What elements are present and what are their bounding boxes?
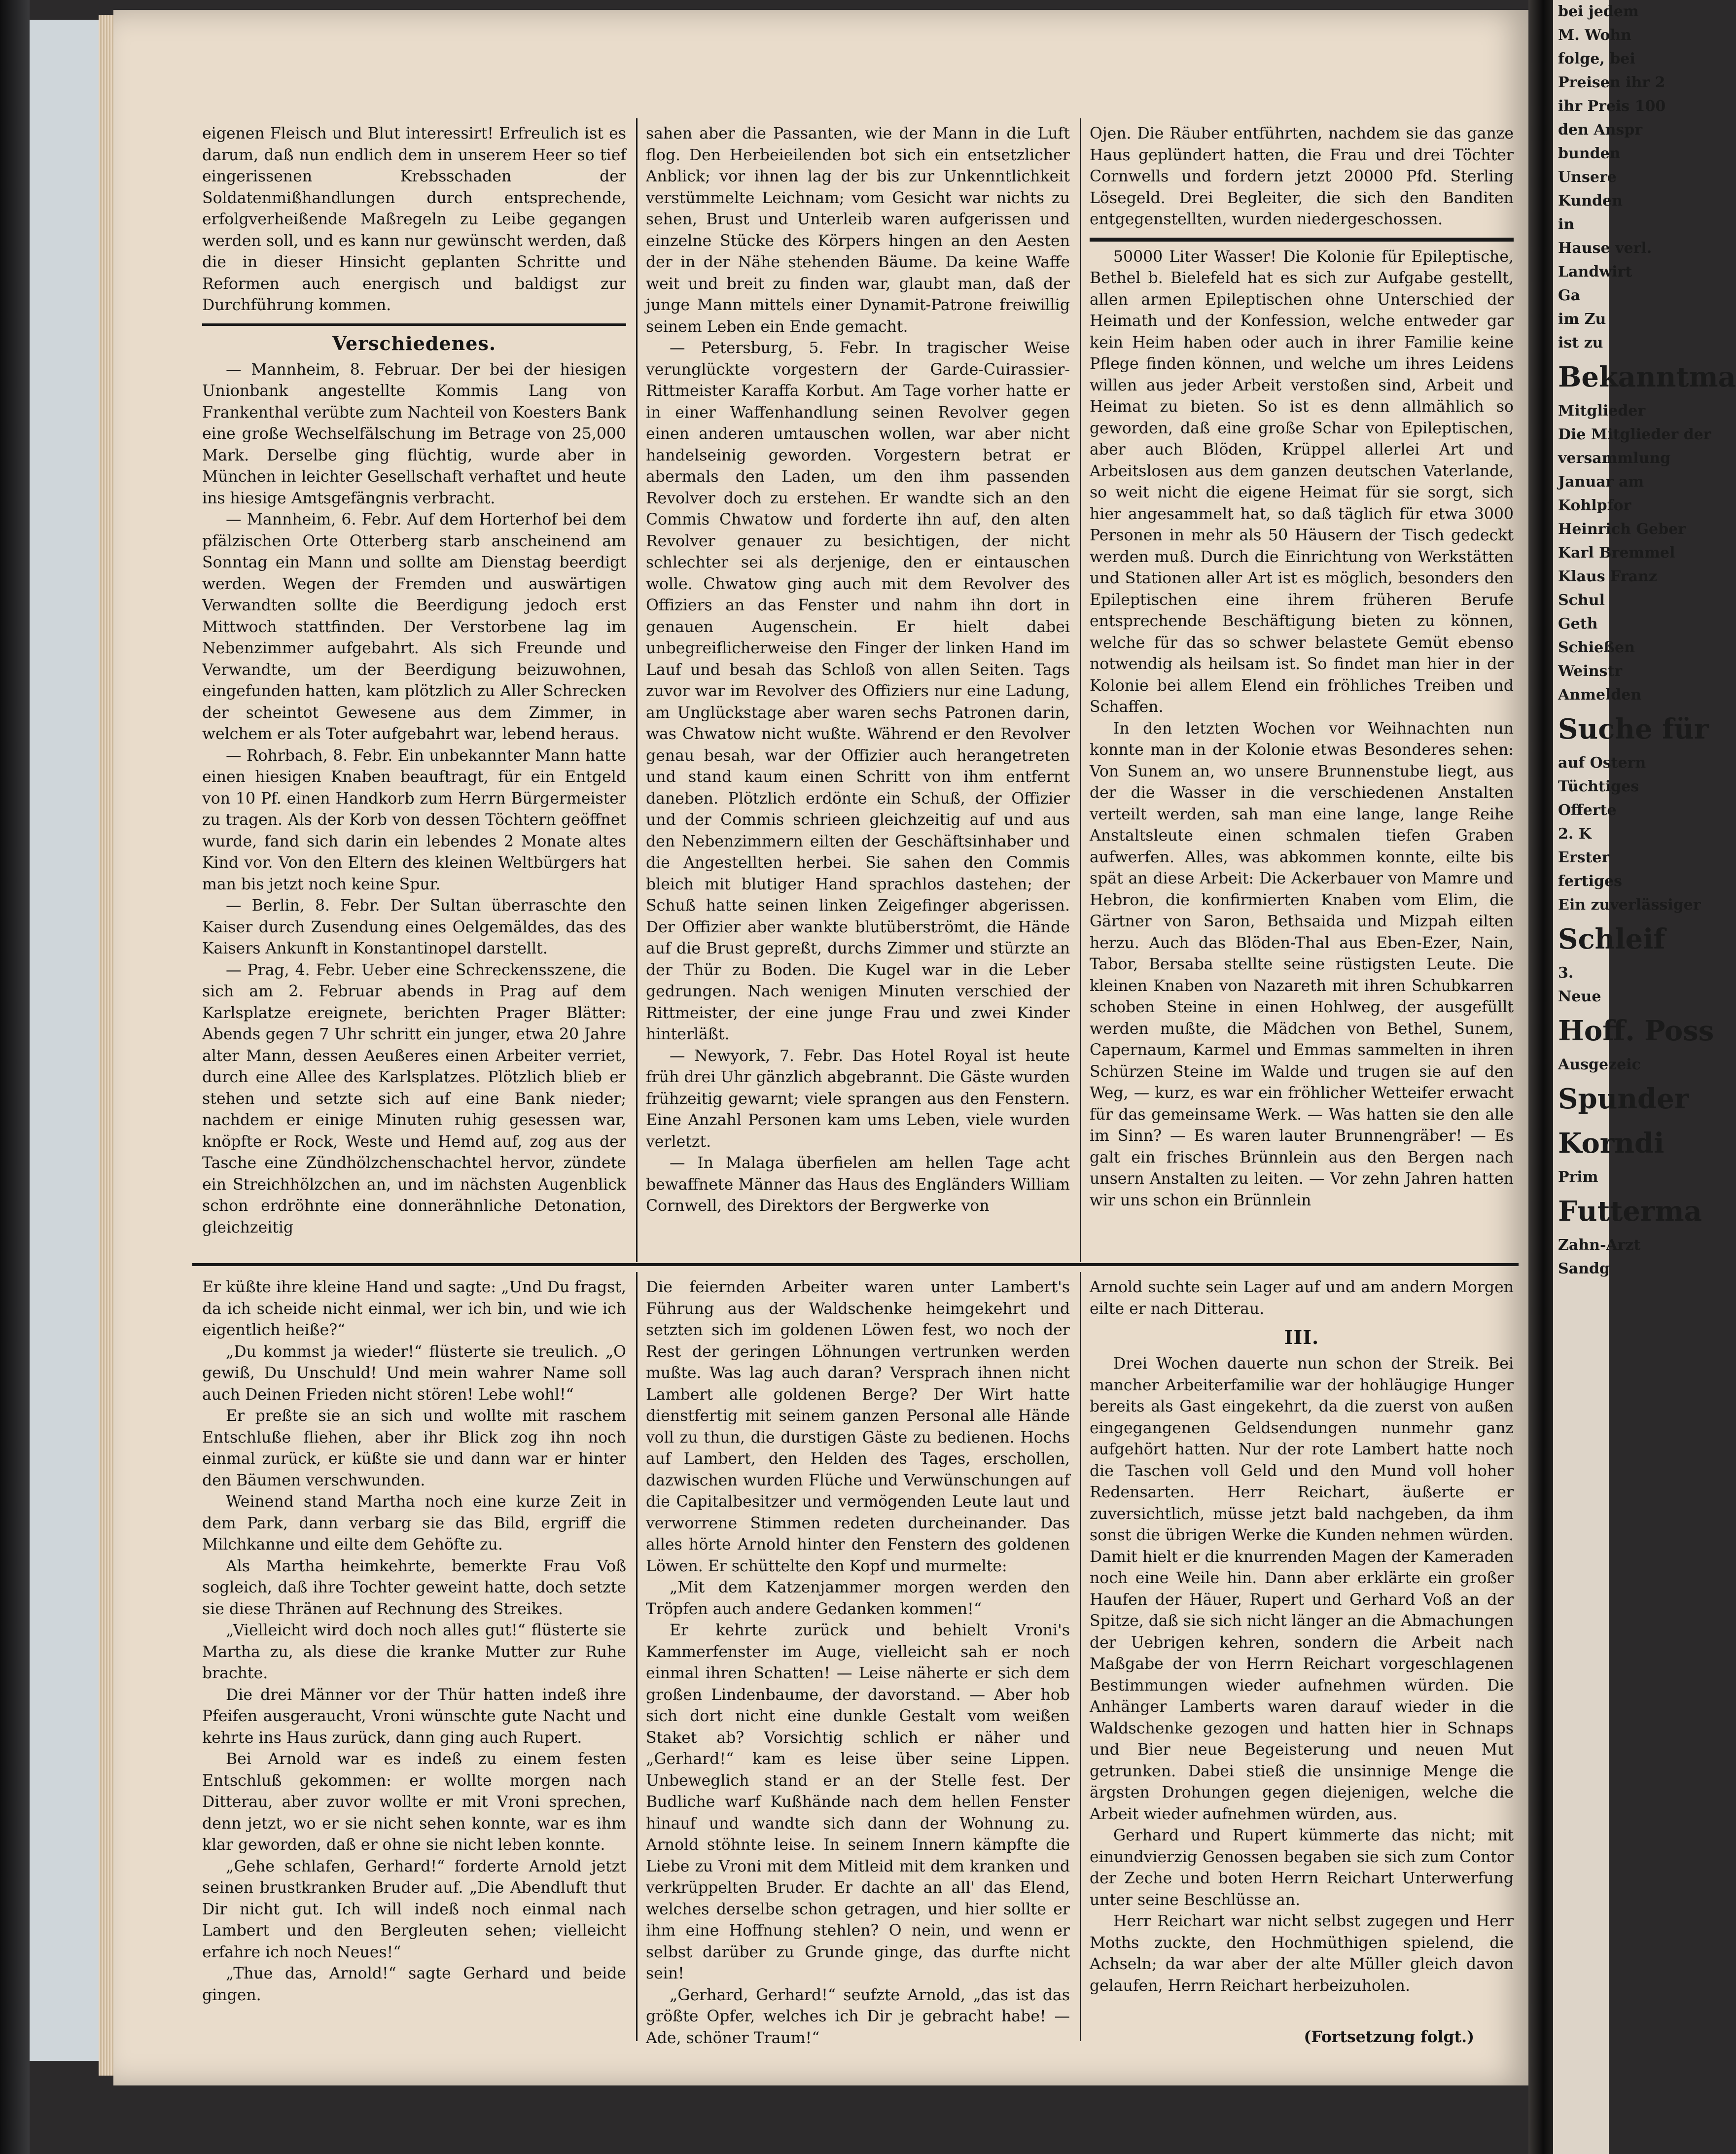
story-paragraph: „Gehe schlafen, Gerhard!“ forderte Arnold jetzt seinen brustkranken Bruder auf. „Die Abendluft thut Dir nicht gut. Ich will indeß noch einmal nach Lambert und den Bergleuten sehen; vielleicht erfahre ich noch Neues!“ [202, 1857, 626, 1961]
margin-fragment: Preisen ihr 2 [1558, 74, 1665, 91]
margin-fragment: Futterma [1558, 1195, 1702, 1228]
section-rule [1090, 238, 1514, 242]
story-paragraph: Die drei Männer vor der Thür hatten indeß ihre Pfeifen ausgeraucht, Vroni wünschte gute Nacht und kehrte ins Haus zurück, dann ging auch Rupert. [202, 1686, 626, 1747]
margin-fragment: Erster [1558, 849, 1610, 866]
margin-fragment: Zahn-Arzt [1558, 1236, 1641, 1254]
news-item: — Petersburg, 5. Febr. In tragischer Weise verunglückte vorgestern der Garde-Cuirassier-Rittmeister Karaffa Korbut. Am Tage vorher hatte er in einer Waffenhandlung seinen Revolver gegen einen anderen umtauschen wollen, war aber nicht handelseinig geworden. Vorgestern betrat er abermals den Laden, um den ihm passenden Revolver doch zu erstehen. Er wandte sich an den Commis Chwatow und forderte ihn auf, den alten Revolver genauer zu besichtigen, der nicht schlechter sei als derjenige, den er eintauschen wolle. Chwatow ging auch mit dem Revolver des Offiziers an das Fenster und nahm ihn dort in genauen Augenschein. Er hielt dabei unbegreiflicherweise den Finger der linken Hand im Lauf und besah das Schloß von allen Seiten. Tags zuvor war im Revolver des Offiziers nur eine Ladung, am Unglückstage aber waren sechs Patronen darin, was Chwatow nicht wußte. Während er den Revolver genau besah, war der Offizier auch herangetreten und stand kaum einen Schritt von ihm entfernt daneben. Plötzlich erdönte ein Schuß, der Offizier und der Commis schrieen gleichzeitig auf und aus den Nebenzimmern eilten der Geschäftsinhaber und die Angestellten herbei. Sie sahen den Commis bleich mit blutiger Hand sprachlos dastehen; der Schuß hatte seinen linken Zeigefinger abgerissen. Der Offizier aber wankte blutüberströmt, die Hände auf die Brust gepreßt, durchs Zimmer und stürzte an der Thür zu Boden. Die Kugel war in die Leber gedrungen. Nach wenigen Minuten verschied der Rittmeister, der eine junge Frau und zwei Kinder hinterläßt. [646, 339, 1070, 1043]
margin-fragment: Karl Bremmel [1558, 544, 1675, 562]
chapter-heading: III. [1284, 1326, 1319, 1348]
margin-fragment: bunden [1558, 145, 1621, 162]
article-paragraph: 50000 Liter Wasser! Die Kolonie für Epileptische, Bethel b. Bielefeld hat es sich zur Aufgabe gestellt, allen armen Epileptischen ohne Unterschied der Heimath und der Konfession, welche entweder gar kein Heim haben oder auch in ihrer Familie keine Pflege finden können, und welche um ihres Leidens willen aus jeder Arbeit verstoßen sind, Arbeit und Heimat zu bieten. So ist es denn allmählich so geworden, daß eine große Schar von Epileptischen, aber auch Blöden, Krüppel allerlei Art und Arbeitslosen aus dem ganzen deutschen Vaterlande, so weit nicht die eigene Heimat für sie sorgt, sich hier angesammelt hat, so daß täglich für etwa 3000 Personen in mehr als 50 Häusern der Tisch gedeckt werden muß. Durch die Einrichtung von Werkstätten und Stationen aller Art ist es möglich, besonders den Epileptischen eine ihrem früheren Berufe entsprechende Beschäftigung bieten zu können, welche für das so schwer belastete Gemüt ebenso notwendig als heilsam ist. So findet man hier in der Kolonie bei allem Elend ein fröhliches Treiben und Schaffen. [1090, 247, 1514, 716]
story-paragraph: „Vielleicht wird doch noch alles gut!“ flüsterte sie Martha zu, als diese die kranke Mutter zur Ruhe brachte. [202, 1622, 626, 1682]
book-cover-edge [30, 20, 106, 2061]
margin-fragment: Suche für [1558, 713, 1709, 745]
margin-fragment: im Zu [1558, 311, 1606, 328]
column-rule [636, 118, 638, 1262]
top-column-2 [646, 123, 1070, 1217]
margin-fragment: Schul [1558, 592, 1605, 609]
margin-fragment: versammlung [1558, 450, 1671, 467]
bottom-column-2 [646, 1277, 1070, 2049]
margin-fragment: Ga [1558, 287, 1581, 304]
margin-fragment: Kohlpfor [1558, 497, 1631, 514]
news-item: — Prag, 4. Febr. Ueber eine Schreckensszene, die sich am 2. Februar abends in Prag auf dem Karlsplatze ereignete, berichten Prager Blätter: Abends gegen 7 Uhr schritt ein junger, etwa 20 Jahre alter Mann, dessen Aeußeres einen Arbeiter verriet, durch eine Allee des Karlsplatzes. Plötzlich blieb er stehen und setzte sich auf eine Bank nieder; nachdem er einige Minuten ruhig gesessen war, knöpfte er Rock, Weste und Hemd auf, zog aus der Tasche eine Zündhölzchenschachtel hervor, zündete ein Streichhölzchen an, und im nächsten Augenblick schon erdröhnte eine donnerähnliche Detonation, gleichzeitig [202, 961, 626, 1236]
margin-fragment: Mitglieder [1558, 402, 1646, 420]
margin-fragment: Ausgezeic [1558, 1056, 1641, 1073]
margin-fragment: Heinrich Geber [1558, 521, 1686, 538]
adjacent-page-margin [1553, 0, 1736, 2154]
story-paragraph: „Gerhard, Gerhard!“ seufzte Arnold, „das ist das größte Opfer, welches ich Dir je gebracht habe! — Ade, schöner Traum!“ [646, 1986, 1070, 2047]
column-rule [1080, 1272, 1081, 2041]
margin-fragment: in [1558, 216, 1575, 233]
story-paragraph: Als Martha heimkehrte, bemerkte Frau Voß sogleich, daß ihre Tochter geweint hatte, doch setzte sie diese Thränen auf Rechnung des Streikes. [202, 1557, 626, 1618]
article-paragraph: In den letzten Wochen vor Weihnachten nun konnte man in der Kolonie etwas Besonderes sehen: Von Sunem an, wo unsere Brunnenstube liegt, aus der die Wasser in die verschiedenen Anstalten verteilt werden, sah man eine lange, lange Reihe Anstaltsleute einen schmalen tiefen Graben aufwerfen. Alles, was abkommen konnte, eilte bis spät an diese Arbeit: Die Ackerbauer von Mamre und Hebron, die konfirmierten Knaben vom Elim, die Gärtner von Saron, Bethsaida und Mizpah eilten herzu. Auch das Blöden-Thal aus Eben-Ezer, Nain, Tabor, Bersaba stellte seine rüstigsten Leute. Die kleinen Knaben von Nazareth mit ihren Schubkarren schoben Steine in einen Hohlweg, der ausgefüllt werden mußte, die Mädchen von Bethel, Sunem, Capernaum, Karmel und Emmas sammelten in ihren Schürzen Steine im Walde und trugen sie auf den Weg, — kurz, es war ein fröhlicher Wetteifer erwacht für das gemeinsame Werk. — Was hatten sie den alle im Sinn? — Es waren lauter Brunnengräber! — Es galt ein frisches Brünnlein aus den Bergen nach unsern Anstalten zu leiten. — Vor zehn Jahren hatten wir uns schon ein Brünnlein [1090, 719, 1514, 1209]
margin-fragment: bei jedem [1558, 3, 1639, 20]
margin-fragment: auf Ostern [1558, 754, 1646, 772]
margin-fragment: fertiges [1558, 873, 1623, 890]
margin-fragment: Die Mitglieder der [1558, 426, 1711, 443]
section-rule [202, 323, 626, 326]
news-item: — Mannheim, 6. Febr. Auf dem Horterhof bei dem pfälzischen Orte Otterberg starb anscheinend am Sonntag ein Mann und sollte am Dienstag beerdigt werden. Wegen der Fremden und auswärtigen Verwandten sollte die Beerdigung jedoch erst Mittwoch stattfinden. Der Verstorbene lag im Nebenzimmer aufgebahrt. Als sich Freunde und Verwandte, um der Beerdigung beizuwohnen, eingefunden hatten, kam plötzlich zu Aller Schrecken der scheintot Gewesene aus dem Zimmer, in welchem er als Toter aufgebahrt war, lebend heraus. [202, 511, 626, 743]
margin-fragment: Landwirt [1558, 263, 1632, 281]
margin-fragment: Schleif [1558, 923, 1665, 955]
story-paragraph: Er kehrte zurück und behielt Vroni's Kammerfenster im Auge, vielleicht sah er noch einmal ihren Schatten! — Leise näherte er sich dem großen Lindenbaume, der davorstand. — Aber hob sich dort nicht eine dunkle Gestalt vom weißen Staket ab? Vorsichtig schlich er näher und „Gerhard!“ kam es leise über seine Lippen. Unbeweglich stand er an der Stelle fest. Der Budliche warf Kußhände nach dem hellen Fenster hinauf und wandte sich dann der Wohnung zu. Arnold stöhnte leise. In seinem Innern kämpfte die Liebe zu Vroni mit dem Mitleid mit dem kranken und verkrüppelten Bruder. Er dachte an all' das Elend, welches derselbe schon getragen, und hier sollte er ihm eine Hoffnung stehlen? O nein, und wenn er selbst darüber zu Grunde ginge, das durfte nicht sein! [646, 1622, 1070, 1982]
margin-fragment: Hause verl. [1558, 240, 1652, 257]
margin-fragment: Korndi [1558, 1127, 1665, 1160]
news-item: — Newyork, 7. Febr. Das Hotel Royal ist heute früh drei Uhr gänzlich abgebrannt. Die Gäste wurden frühzeitig gewarnt; viele sprangen aus den Fenstern. Eine Anzahl Personen kam ums Leben, viele wurden verletzt. [646, 1047, 1070, 1151]
feuilleton-divider [192, 1263, 1519, 1266]
margin-fragment: Hoff. Poss [1558, 1015, 1714, 1047]
story-paragraph: Weinend stand Martha noch eine kurze Zeit in dem Park, dann verbarg sie das Bild, ergriff die Milchkanne und eilte dem Gehöfte zu. [202, 1493, 626, 1554]
news-item: sahen aber die Passanten, wie der Mann in die Luft flog. Den Herbeieilenden bot sich ein entsetzlicher Anblick; vor ihnen lag der bis zur Unkenntlichkeit verstümmelte Leichnam; vom Gesicht war nichts zu sehen, Brust und Unterleib waren aufgerissen und einzelne Stücke des Körpers hingen an den Aesten der in der Nähe stehenden Bäume. Da keine Waffe weit und breit zu finden war, glaubt man, daß der junge Mann mittels einer Dynamit-Patrone freiwillig seinem Leben ein Ende gemacht. [646, 125, 1070, 336]
margin-fragment: Klaus Franz [1558, 568, 1657, 585]
story-paragraph: „Mit dem Katzenjammer morgen werden den Tröpfen auch andere Gedanken kommen!“ [646, 1579, 1070, 1618]
margin-fragment: Kunden [1558, 192, 1623, 210]
section-heading-verschiedenes: Verschiedenes. [332, 332, 496, 354]
bottom-column-1 [202, 1277, 626, 2006]
margin-fragment: ist zu [1558, 334, 1603, 352]
article-paragraph: eigenen Fleisch und Blut interessirt! Erfreulich ist es darum, daß nun endlich dem in unserem Heer so tief eingerissenen Krebsschaden der Soldatenmißhandlungen durch entsprechende, erfolgverheißende Maßregeln zu Leibe gegangen werden soll, und es kann nur gewünscht werden, daß die in dieser Hinsicht geplanten Schritte und Reformen auch energisch und baldigst zur Durchführung kommen. [202, 125, 626, 314]
margin-fragment: Januar am [1558, 473, 1644, 491]
top-column-3 [1090, 123, 1514, 1211]
story-paragraph: Er küßte ihre kleine Hand und sagte: „Und Du fragst, da ich scheide nicht einmal, wer ich bin, und wie ich eigentlich heiße?“ [202, 1278, 626, 1339]
margin-fragment: ihr Preis 100 [1558, 98, 1666, 115]
news-item: — Mannheim, 8. Februar. Der bei der hiesigen Unionbank angestellte Kommis Lang von Frankenthal verübte zum Nachteil von Koesters Bank eine große Wechselfälschung im Betrage von 25,000 Mark. Derselbe ging flüchtig, wurde aber in München in leichter Gesellschaft verhaftet und heute ins hiesige Amtsgefängnis verbracht. [202, 360, 626, 507]
top-column-1 [202, 123, 626, 1238]
margin-fragment: folge, bei [1558, 50, 1635, 68]
news-item: Ojen. Die Räuber entführten, nachdem sie das ganze Haus geplündert hatten, die Frau und drei Töchter Cornwells und fordern jetzt 20000 Pfd. Sterling Lösegeld. Drei Begleiter, die sich den Banditen entgegenstellten, wurden niedergeschossen. [1090, 125, 1514, 228]
story-paragraph: Arnold suchte sein Lager auf und am andern Morgen eilte er nach Ditterau. [1090, 1278, 1514, 1318]
story-paragraph: Herr Reichart war nicht selbst zugegen und Herr Moths zuckte, den Hochmüthigen spielend, die Achseln; da war aber der alte Müller gleich davon gelaufen, Herrn Reichart herbeizuholen. [1090, 1912, 1514, 1995]
column-rule [636, 1272, 638, 2041]
margin-fragment: Offerte [1558, 802, 1617, 819]
margin-fragment: Neue [1558, 988, 1601, 1005]
news-item: — In Malaga überfielen am hellen Tage acht bewaffnete Männer das Haus des Engländers William Cornwell, des Direktors der Bergwerke von [646, 1154, 1070, 1215]
margin-fragment: Tüchtiges [1558, 778, 1639, 795]
story-paragraph: Die feiernden Arbeiter waren unter Lambert's Führung aus der Waldschenke heimgekehrt und setzten sich im goldenen Löwen fest, wo noch der Rest der geringen Löhnungen vertrunken werden mußte. Was lag auch daran? Versprach ihnen nicht Lambert alle goldenen Berge? Der Wirt hatte dienstfertig mit seinem ganzen Personal alle Hände voll zu thun, die durstigen Gäste zu bedienen. Hochs auf Lambert, den Helden des Tages, erschollen, dazwischen wurden Flüche und Verwünschungen auf die Capitalbesitzer und vermögenden Leute laut und verworrene Stimmen redeten durcheinander. Das alles hörte Arnold hinter den Fenstern des goldenen Löwen. Er schüttelte den Kopf und murmelte: [646, 1278, 1070, 1575]
continuation-note: (Fortsetzung folgt.) [1304, 2028, 1474, 2046]
margin-fragment: Anmelden [1558, 686, 1642, 704]
margin-fragment: Geth [1558, 615, 1598, 633]
news-item: — Berlin, 8. Febr. Der Sultan überraschte den Kaiser durch Zusendung eines Oelgemäldes, das des Kaisers Ankunft in Konstantinopel darstellt. [202, 897, 626, 957]
margin-fragment: Spunder [1558, 1083, 1689, 1115]
bottom-column-3 [1090, 1277, 1514, 2048]
margin-fragment: Unsere [1558, 169, 1617, 186]
margin-fragment: 2. K [1558, 825, 1592, 843]
story-paragraph: „Thue das, Arnold!“ sagte Gerhard und beide gingen. [202, 1965, 626, 2004]
story-paragraph: Bei Arnold war es indeß zu einem festen Entschluß gekommen: er wollte morgen nach Ditterau, aber zuvor wollte er mit Vroni sprechen, denn jetzt, wo er sie nicht sehen konnte, war es ihm klar geworden, daß er ohne sie nicht leben konnte. [202, 1750, 626, 1854]
story-paragraph: „Du kommst ja wieder!“ flüsterte sie treulich. „O gewiß, Du Unschuld! Und mein wahrer Name soll auch Deinen Frieden nicht stören! Lebe wohl!“ [202, 1342, 626, 1404]
margin-fragment: Schießen [1558, 639, 1635, 656]
news-item: — Rohrbach, 8. Febr. Ein unbekannter Mann hatte einen hiesigen Knaben beauftragt, für ein Entgeld von 10 Pf. einen Handkorb zum Herrn Bürgermeister zu tragen. Als der Korb von dessen Töchtern geöffnet wurde, fand sich darin ein lebendes 2 Monate altes Kind vor. Von den Eltern des kleinen Weltbürgers hat man bis jetzt noch keine Spur. [202, 746, 626, 893]
binding-left [0, 0, 30, 2154]
column-rule [1080, 118, 1081, 1262]
story-paragraph: Er preßte sie an sich und wollte mit raschem Entschluße fliehen, aber ihr Blick zog ihn noch einmal zurück, er küßte sie und dann war er hinter den Bäumen verschwunden. [202, 1407, 626, 1489]
margin-fragment: Ein zuverlässiger [1558, 896, 1701, 914]
margin-fragment: Bekanntma [1558, 361, 1736, 393]
margin-fragment: 3. [1558, 964, 1574, 982]
story-paragraph: Drei Wochen dauerte nun schon der Streik. Bei mancher Arbeiterfamilie war der hohläugige Hunger bereits als Gast eingekehrt, da die zuerst von außen eingegangenen Geldsendungen nunmehr ganz aufgehört hatten. Nur der rote Lambert hatte noch die Taschen voll Geld und den Mund voll hoher Redensarten. Herr Reichart, äußerte er zuversichtlich, müsse jetzt bald nachgeben, da ihm sonst die übrigen Werke die Kunden nehmen würden. Damit hielt er die knurrenden Magen der Kameraden noch eine Weile hin. Dann aber erklärte ein großer Haufen der Häuer, Rupert und Gerhard Voß an der Spitze, daß sie sich nicht länger an die Abmachungen der Uebrigen kehren, sondern die Arbeit nach Maßgabe der von Herrn Reichart vorgeschlagenen Bestimmungen wieder aufnehmen würden. Die Anhänger Lamberts waren darauf wieder in die Waldschenke gezogen und hatten hier in Schnaps und Bier neue Begeisterung und neuen Mut getrunken. Dabei stieß die unsinnige Menge die ärgsten Drohungen gegen diejenigen, welche die Arbeit wieder aufnehmen würden, aus. [1090, 1355, 1514, 1823]
margin-fragment: Sandg [1558, 1260, 1610, 1277]
margin-fragment: Prim [1558, 1168, 1598, 1186]
margin-fragment: den Anspr [1558, 121, 1643, 139]
margin-fragment: M. Wohn [1558, 27, 1631, 44]
margin-fragment: Weinstr [1558, 663, 1623, 680]
story-paragraph: Gerhard und Rupert kümmerte das nicht; mit einundvierzig Genossen begaben sie sich zum Contor der Zeche und boten Herrn Reichart Unterwerfung unter seine Beschlüsse an. [1090, 1827, 1514, 1909]
